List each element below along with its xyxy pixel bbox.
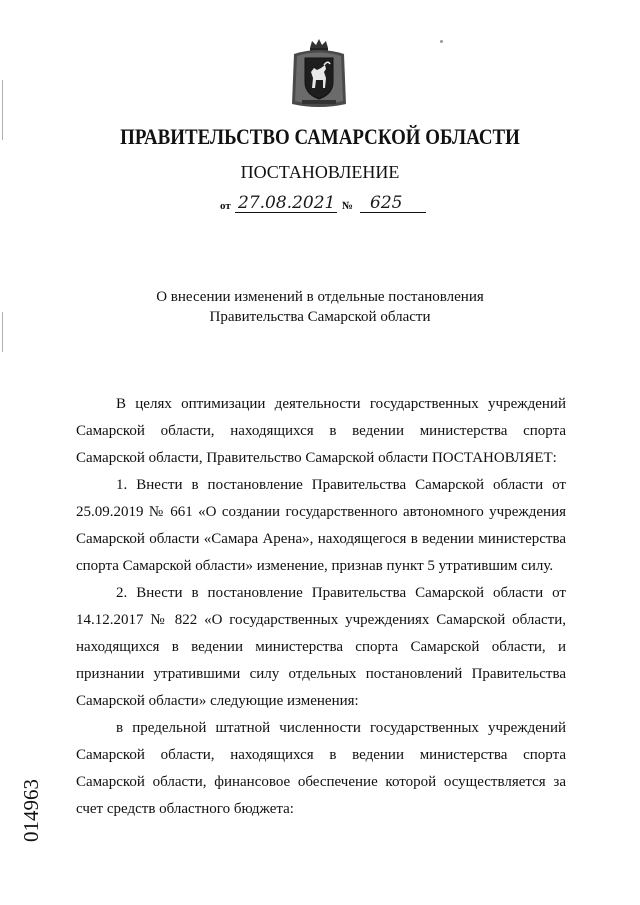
subject-line-2: Правительства Самарской области [209,309,431,325]
number-prefix: № [342,200,354,212]
scan-mark [2,312,3,352]
date-value: 27.08.2021 [238,193,336,213]
samara-coat-of-arms-icon [288,38,350,110]
scan-dot [440,40,443,43]
document-type: ПОСТАНОВЛЕНИЕ [240,162,400,182]
paragraph-item-2-sub: в предельной штатной численности государственных учреждений Самарской области, находящихся в ведении министерства спорта Самарской области, финансовое обеспечение которой осуществляется за счет средств областного бюджета: [76,720,566,817]
number-value: 625 [370,193,403,213]
date-prefix: от [220,200,231,212]
document-subject [0,287,640,327]
paragraph-item-2: 2. Внести в постановление Правительства Самарской области от 14.12.2017 № 822 «О государственных учреждениях Самарской области, находящихся в ведении министерства спорта Самарской области, и признании утратившими силу отдельных постановлений Правительства Самарской области» следующие изменения: [76,585,566,709]
date-number-line [220,193,440,217]
paragraph-preamble: В целях оптимизации деятельности государственных учреждений Самарской области, находящихся в ведении министерства спорта Самарской области, Правительство Самарской области ПОСТАНОВЛЯЕТ: [76,396,566,466]
paragraph-item-1: 1. Внести в постановление Правительства Самарской области от 25.09.2019 № 661 «О создании государственного автономного учреждения Самарской области «Самара Арена», находящегося в ведении министерства спорта Самарской области» изменение, признав пункт 5 утратившим силу. [76,477,566,574]
document-body [76,391,566,823]
government-title: ПРАВИТЕЛЬСТВО САМАРСКОЙ ОБЛАСТИ [120,124,520,149]
side-serial-number: 014963 [19,779,43,842]
scan-mark [2,80,3,140]
subject-line-1: О внесении изменений в отдельные постановления [156,289,484,305]
